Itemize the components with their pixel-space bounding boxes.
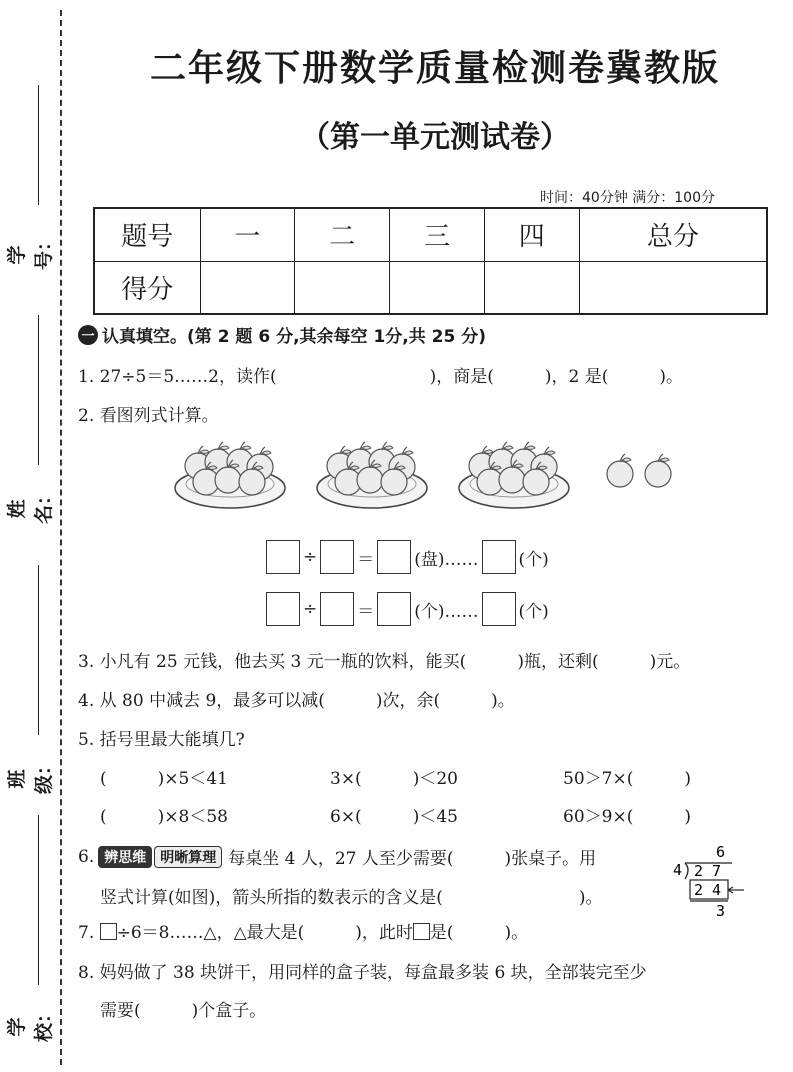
score-table — [93, 207, 768, 315]
page-title: 二年级下册数学质量检测卷冀教版 — [149, 48, 720, 89]
score-cell-section-1: 一 — [200, 208, 295, 261]
section-heading — [78, 322, 486, 347]
question-3: 3. 小凡有 25 元钱，他去买 3 元一瓶的饮料，能买( )瓶，还剩( )元。 — [78, 652, 691, 672]
q5-item: 60＞9×( ) — [563, 807, 691, 827]
score-cell-section-3: 三 — [390, 208, 485, 261]
answer-box[interactable] — [482, 592, 516, 626]
section-number-badge: 一 — [78, 325, 98, 345]
loose-apple-2 — [645, 454, 671, 487]
question-4: 4. 从 80 中减去 9，最多可以减( )次，余( )。 — [78, 691, 515, 711]
svg-text:6: 6 — [716, 843, 726, 861]
svg-text:2 7: 2 7 — [694, 862, 722, 880]
name-label: 姓名： — [6, 485, 55, 524]
svg-text:3: 3 — [716, 902, 726, 920]
score-blank[interactable] — [484, 261, 579, 314]
answer-box[interactable] — [266, 540, 300, 574]
score-cell-section-4: 四 — [484, 208, 579, 261]
long-division-figure — [670, 843, 750, 923]
score-cell-total: 总分 — [579, 208, 767, 261]
answer-box[interactable] — [266, 592, 300, 626]
loose-apple-1 — [607, 454, 633, 487]
score-table-score-row — [94, 261, 767, 314]
student-id-line — [38, 85, 39, 205]
question-7: 7. ÷6＝8……△，△最大是( )，此时 是( )。 — [78, 923, 529, 943]
question-1: 1. 27÷5＝5……2，读作( )，商是( )，2 是( )。 — [78, 367, 683, 387]
q5-item: 50＞7×( ) — [563, 769, 691, 789]
school-line — [38, 815, 39, 985]
question-8-line-2: 需要( )个盒子。 — [100, 1001, 267, 1021]
school-label: 学校： — [6, 1003, 55, 1042]
score-cell-section-2: 二 — [295, 208, 390, 261]
unknown-square — [100, 923, 117, 940]
svg-text:4: 4 — [673, 861, 683, 879]
student-id-label: 学号： — [6, 231, 55, 270]
plate-3 — [459, 442, 569, 508]
q5-item: 3×( )＜20 — [330, 769, 458, 789]
score-table-header-row — [94, 208, 767, 261]
answer-box[interactable] — [482, 540, 516, 574]
answer-box[interactable] — [320, 540, 354, 574]
score-row-label: 得分 — [94, 261, 200, 314]
class-label: 班级： — [6, 755, 55, 794]
q5-item: ( )×5＜41 — [100, 769, 228, 789]
thinking-tag: 辨思维 — [98, 846, 152, 868]
question-2: 2. 看图列式计算。 — [78, 406, 219, 426]
name-line — [38, 315, 39, 465]
question-6: 6. 辨思维 明晰算理 每桌坐 4 人，27 人至少需要( )张桌子。用 — [78, 846, 597, 869]
score-blank[interactable] — [295, 261, 390, 314]
equation-2: ÷ ＝ (个)…… (个) — [266, 592, 552, 626]
reasoning-tag: 明晰算理 — [154, 846, 222, 868]
score-blank[interactable] — [390, 261, 485, 314]
time-info: 时间：40分钟 满分：100分 — [540, 190, 715, 206]
score-cell-label: 题号 — [94, 208, 200, 261]
equation-1: ÷ ＝ (盘)…… (个) — [266, 540, 552, 574]
answer-box[interactable] — [377, 592, 411, 626]
apples-illustration — [165, 440, 690, 520]
score-blank[interactable] — [200, 261, 295, 314]
question-6-line-2: 竖式计算(如图)，箭头所指的数表示的含义是( )。 — [100, 888, 603, 908]
answer-box[interactable] — [320, 592, 354, 626]
svg-text:2 4: 2 4 — [694, 881, 722, 899]
q5-item: 6×( )＜45 — [330, 807, 458, 827]
binding-dashed-line — [60, 10, 62, 1065]
score-blank[interactable] — [579, 261, 767, 314]
question-5: 5. 括号里最大能填几? — [78, 730, 245, 750]
q5-item: ( )×8＜58 — [100, 807, 228, 827]
section-title: 认真填空。(第 2 题 6 分,其余每空 1分,共 25 分) — [102, 327, 487, 347]
question-8: 8. 妈妈做了 38 块饼干，用同样的盒子装，每盒最多装 6 块，全部装完至少 — [78, 963, 647, 983]
class-line — [38, 565, 39, 735]
plate-1 — [175, 442, 285, 508]
plate-2 — [317, 442, 427, 508]
unknown-square — [413, 923, 430, 940]
page-subtitle: （第一单元测试卷） — [300, 120, 570, 155]
answer-box[interactable] — [377, 540, 411, 574]
